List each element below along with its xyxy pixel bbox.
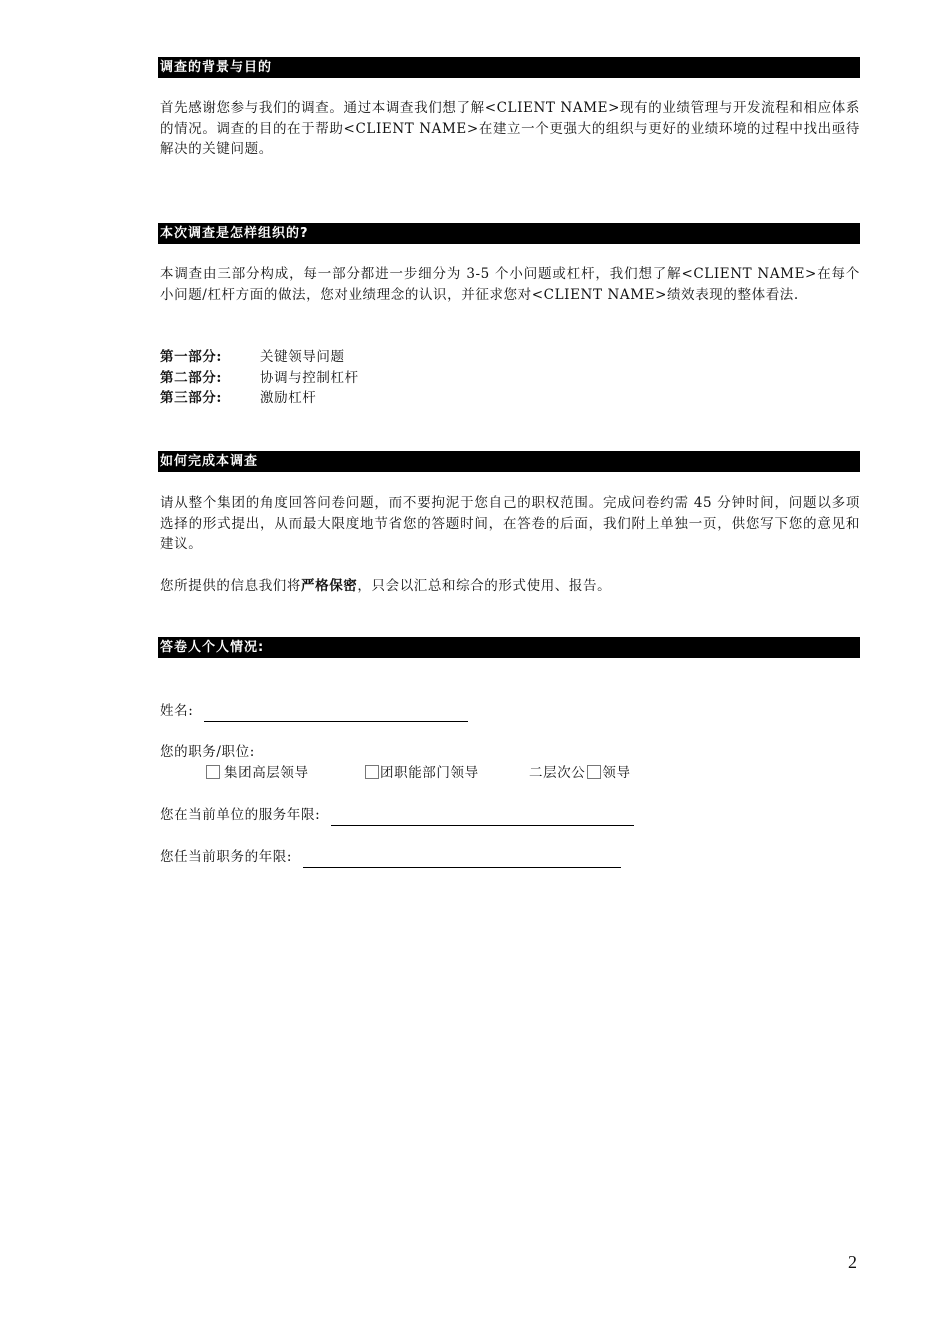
page-number: 2 <box>848 1252 857 1272</box>
name-field-row <box>160 700 468 722</box>
section-title-background: 调查的背景与目的 <box>158 57 860 78</box>
checkbox-icon[interactable] <box>587 765 601 779</box>
background-paragraph: 首先感谢您参与我们的调查。通过本调查我们想了解<CLIENT NAME>现有的业绩管理与开发流程和相应体系的情况。调查的目的在于帮助<CLIENT NAME>在建立一个更强大的组织与更好的业绩环境的过程中找出亟待解决的关键问题。 <box>160 100 860 157</box>
part-label: 第一部分: <box>160 349 222 365</box>
position-option[interactable] <box>529 762 631 784</box>
part-row <box>160 347 359 368</box>
checkbox-icon[interactable] <box>365 765 379 779</box>
position-option-prefix: 二层次公 <box>529 765 586 781</box>
organization-paragraph: 本调查由三部分构成，每一部分都进一步细分为 3-5 个小问题或杠杆，我们想了解<CLIENT NAME>在每个小问题/杠杆方面的做法，您对业绩理念的认识，并征求您对<CLIENT NAME>绩效表现的整体看法. <box>160 266 860 303</box>
position-years-input-line[interactable] <box>303 851 621 868</box>
position-option-label: 集团高层领导 <box>224 765 309 781</box>
confidentiality-paragraph <box>160 576 860 597</box>
section-title-howto: 如何完成本调查 <box>158 451 860 472</box>
name-label: 姓名: <box>160 703 194 719</box>
howto-paragraph: 请从整个集团的角度回答问卷问题，而不要拘泥于您自己的职权范围。完成问卷约需 45 分钟时间，问题以多项选择的形式提出，从而最大限度地节省您的答题时间，在答卷的后面，我们附上单独一页，供您写下您的意见和建议。 <box>160 495 860 552</box>
position-label: 您的职务/职位: <box>160 744 255 760</box>
checkbox-icon[interactable] <box>206 765 220 779</box>
service-years-label: 您在当前单位的服务年限: <box>160 807 321 823</box>
position-option-label: 领导 <box>602 765 631 781</box>
section-title-organization: 本次调查是怎样组织的? <box>158 223 860 244</box>
part-label: 第二部分: <box>160 369 222 386</box>
part-text: 激励杠杆 <box>260 390 317 406</box>
survey-parts-list <box>160 347 359 409</box>
confidential-before: 您所提供的信息我们将 <box>160 578 301 594</box>
position-years-row <box>160 846 621 868</box>
name-input-line[interactable] <box>204 705 468 722</box>
part-label: 第三部分: <box>160 390 222 406</box>
confidential-after: ，只会以汇总和综合的形式使用、报告。 <box>357 578 612 594</box>
part-text: 协调与控制杠杆 <box>260 369 359 386</box>
position-option[interactable] <box>206 762 309 784</box>
part-text: 关键领导问题 <box>260 349 345 365</box>
position-option-label: 团职能部门领导 <box>380 765 479 781</box>
service-years-input-line[interactable] <box>331 809 634 826</box>
part-row <box>160 388 359 409</box>
part-row <box>160 368 359 389</box>
position-option[interactable] <box>365 762 479 784</box>
section-title-respondent: 答卷人个人情况: <box>158 637 860 658</box>
service-years-row <box>160 804 634 826</box>
position-years-label: 您任当前职务的年限: <box>160 849 293 865</box>
confidential-emphasis: 严格保密 <box>301 578 358 594</box>
